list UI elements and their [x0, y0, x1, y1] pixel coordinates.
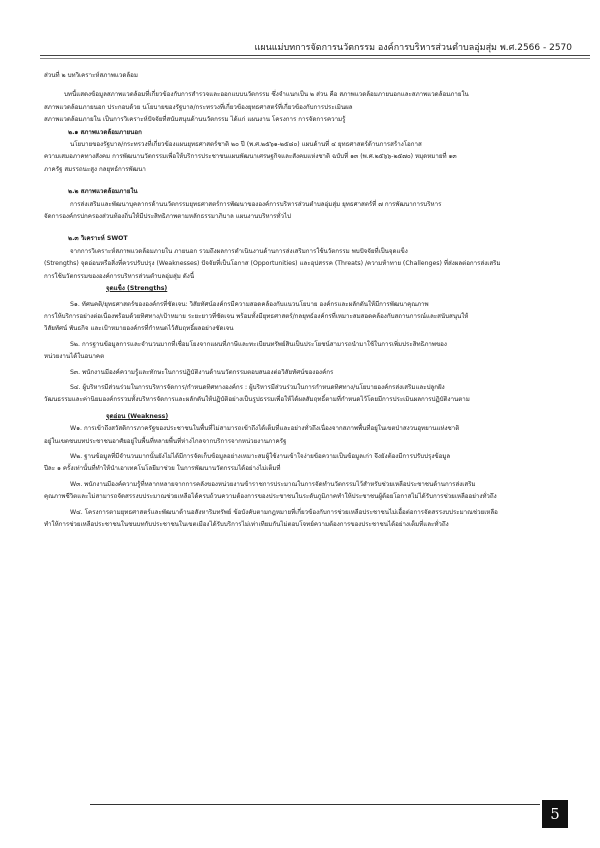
strength-line: การให้บริการอย่างต่อเนื่องพร้อมด้วยทิศทาง/เป้าหมาย ระยะยาวที่ชัดเจน พร้อมทั้งมียุทธศาสตร์/กลยุทธ์องค์กรที่เหมาะสมสอดคล้องกับสถานการณ์และสนับสนุนให้ — [44, 312, 469, 320]
strength-line: S๑. ทัศนคติ/ยุทธศาสตร์ขององค์กรที่ชัดเจน: วิสัยทัศน์องค์กรมีความสอดคล้องกับแนวนโยบาย องค์กรและผลักดันให้มีการพัฒนาคุณภาพ — [70, 300, 429, 308]
internal-line: จัดการองค์กรปกครองส่วนท้องถิ่นให้มีประสิทธิภาพตามหลักธรรมาภิบาล แผนงานบริหารทั่วไป — [44, 213, 291, 221]
strength-line: S๔. ผู้บริหารมีส่วนร่วมในการบริหารจัดการ/กำหนดทิศทางองค์กร : ผู้บริหารมีส่วนร่วมในการกำหนดทิศทาง/นโยบายองค์กรส่งเสริมและปลูกฝัง — [70, 383, 445, 391]
external-title: ๒.๑ สภาพแวดล้อมภายนอก — [68, 128, 142, 136]
header-rule-secondary — [40, 58, 590, 59]
internal-line: การส่งเสริมและพัฒนาบุคลากรด้านนวัตกรรมยุทธศาสตร์การพัฒนาขององค์การบริหารส่วนตำบลอุ่มสุ่ม ยุทธศาสตร์ที่ ๗ การพัฒนาการบริหาร — [70, 200, 442, 208]
swot-line: การใช้นวัตกรรมขององค์การบริหารส่วนตำบลอุ่มสุ่ม ดังนี้ — [44, 272, 195, 280]
weakness-line: W๑. การเข้าถึงสวัสดิการภาครัฐของประชาชนในพื้นที่ไม่สามารถเข้าถึงได้เต็มที่และอย่างทั่วถึงเนื่องจากสภาพพื้นที่อยู่ในเขตป่าสงวนอุทยานแห่งชาติ — [70, 425, 460, 433]
page-number: 5 — [542, 800, 568, 828]
intro-line: บทนี้แสดงข้อมูลสภาพแวดล้อมที่เกี่ยวข้องกับการสำรวจและออกแบบนวัตกรรม ซึ่งจำแนกเป็น ๒ ส่วน คือ สภาพแวดล้อมภายนอกและสภาพแวดล้อมภายใน — [64, 91, 469, 99]
swot-title: ๒.๓ วิเคราะห์ SWOT — [68, 235, 128, 243]
weakness-line: W๒. ฐานข้อมูลที่มีจำนวนมากนั้นยังไม่ได้มีการจัดเก็บข้อมูลอย่างเหมาะสมผู้ใช้งานเข้าใจง่ายข้อความเป็นข้อมูลเก่า จึงยังต้องมีการปรับปรุงข้อมูล — [70, 452, 451, 460]
external-line: ภาครัฐ สมรรถนะสูง กลยุทธ์การพัฒนา — [44, 165, 146, 173]
strength-line: หน่วยงานได้ในอนาคต — [44, 353, 105, 361]
external-line: นโยบายของรัฐบาล/กระทรวงที่เกี่ยวข้องแผนยุทธศาสตร์ชาติ ๒๐ ปี (พ.ศ.๒๕๖๑-๒๕๘๐) แผนด้านที่ ๔ ยุทธศาสตร์ด้านการสร้างโอกาส — [70, 141, 422, 149]
intro-line: สภาพแวดล้อมภายใน เป็นการวิเคราะห์ปัจจัยที่สนับสนุนด้านนวัตกรรม ได้แก่ แผนงาน โครงการ การจัดการความรู้ — [44, 116, 346, 124]
weakness-line: ปีละ ๑ ครั้งเท่านั้นที่ทำให้นำเอาเทคโนโลยีมาช่วย ในการพัฒนานวัตกรรมได้อย่างไม่เต็มที่ — [44, 465, 281, 473]
section-heading: ส่วนที่ ๒ บทวิเคราะห์สภาพแวดล้อม — [44, 72, 138, 79]
swot-line: (Strengths) จุดอ่อนหรือสิ่งที่ควรปรับปรุง (Weaknesses) ปัจจัยที่เป็นโอกาส (Opportunities) และอุปสรรค (Threats) /ความท้าทาย (Challenges) ที่ส่งผลต่อการส่งเสริม — [44, 260, 501, 268]
header-rule — [40, 55, 590, 56]
strengths-title: จุดแข็ง (Strengths) — [106, 285, 168, 293]
weakness-line: W๓. พนักงานมีองค์ความรู้ที่หลากหลายจากการคลังของหน่วยงานข้าราชการประมาณในการจัดทำนวัตกรรมไว้สำหรับช่วยเหลือประชาชนด้านการส่งเสริม — [70, 480, 476, 488]
weakness-line: W๔. โครงการตามยุทธศาสตร์และพัฒนาด้านอสังหาริมทรัพย์ ข้อบังคับตามกฎหมายที่เกี่ยวข้องกับการช่วยเหลือประชาชนไม่เอื้อต่อการจัดสรรงบประมาณช่วยเหลือ — [70, 508, 498, 516]
weakness-line: ทำให้การช่วยเหลือประชาชนในชนบทกับประชาชนในเขตเมืองได้รับบริการไม่เท่าเทียมกันไม่ตอบโจทย์ความต้องการของประชาชนได้อย่างเต็มที่และทั่วถึง — [44, 521, 449, 528]
swot-line: จากการวิเคราะห์สภาพแวดล้อมภายใน ภายนอก รวมถึงผลการดำเนินงานด้านการส่งเสริมการใช้นวัตกรรม พบปัจจัยที่เป็นจุดแข็ง — [70, 247, 408, 255]
intro-line: สภาพแวดล้อมภายนอก ประกอบด้วย นโยบายของรัฐบาล/กระทรวงที่เกี่ยวข้องยุทธศาสตร์ที่เกี่ยวข้องกับการประเมินผล — [44, 103, 353, 111]
weaknesses-title: จุดอ่อน (Weakness) — [106, 412, 169, 420]
strength-line: S๓. พนักงานมีองค์ความรู้และทักษะในการปฏิบัติงานด้านนวัตกรรมตอบสนองต่อวิสัยทัศน์ขององค์กร — [70, 368, 334, 376]
weakness-line: อยู่ในเขตชนบทประชาชนอาศัยอยู่ในพื้นที่หลายพื้นที่ห่างไกลจากบริการจากหน่วยงานภาครัฐ — [44, 437, 287, 445]
strength-line: วัฒนธรรมและค่านิยมองค์กรรวมทั้งบริหารจัดการและผลักดันให้ปฏิบัติอย่างเป็นรูปธรรมเพื่อให้ได้ผลสัมฤทธิ์ตามที่กำหนดไว้โดยมีการประเมินผลการปฏิบัติงานตาม — [44, 396, 470, 404]
page-content — [44, 70, 564, 531]
strength-line: S๒. การฐานข้อมูลการและจำนวนมากที่เชื่อมโยงจากแผนที่ภาษีและทะเบียนทรัพย์สินเป็นประโยชน์สามารถนำมาใช้ในการเพิ่มประสิทธิภาพของ — [70, 340, 447, 348]
footer-rule — [90, 804, 540, 805]
header-title: แผนแม่บทการจัดการนวัตกรรม องค์การบริหารส่วนตำบลอุ่มสุ่ม พ.ศ.2566 - 2570 — [254, 43, 572, 53]
weakness-line: คุณภาพชีวิตและไม่สามารถจัดสรรงบประมาณช่วยเหลือได้ครบถ้วนความต้องการของประชาชนในระดับภูมิภาคทำให้ประชาชนผู้ด้อยโอกาสไม่ได้รับการช่วยเหลืออย่างทั่วถึง — [44, 493, 497, 501]
external-line: ความเสมอภาคทางสังคม การพัฒนานวัตกรรมเพื่อให้บริการประชาชนแผนพัฒนาเศรษฐกิจและสังคมแห่งชาติ ฉบับที่ ๑๓ (พ.ศ.๒๕๖๖-๒๕๗๐) หมุดหมายที่ ๑๓ — [44, 153, 457, 161]
internal-title: ๒.๒ สภาพแวดล้อมภายใน — [68, 188, 138, 196]
strength-line: วิสัยทัศน์ พันธกิจ และเป้าหมายองค์กรที่กำหนดไว้สัมฤทธิ์ผลอย่างชัดเจน — [44, 325, 234, 333]
